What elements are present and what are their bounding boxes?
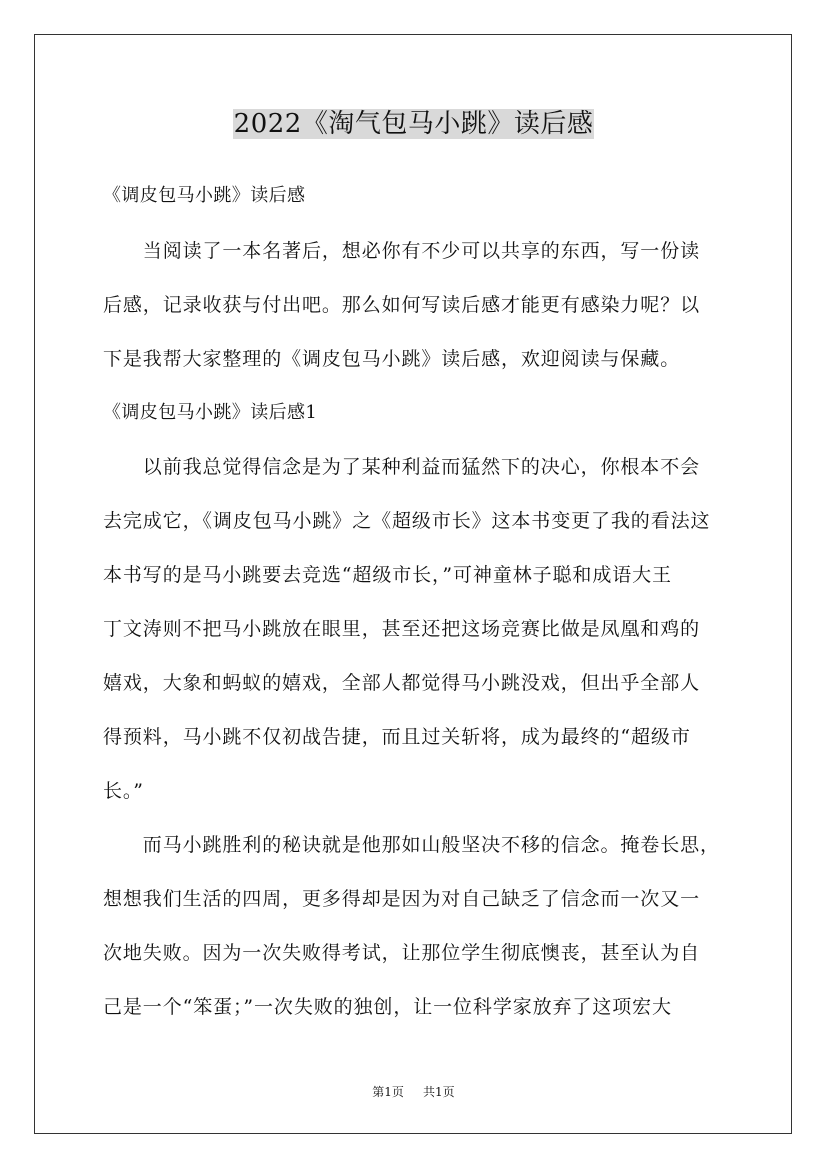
page-number: 第1页	[372, 1085, 404, 1099]
paragraph-line: 去完成它，《调皮包马小跳》之《超级市长》这本书变更了我的看法这	[103, 510, 711, 532]
paragraph-line: 己是一个“笨蛋；”一次失败的独创，让一位科学家放弃了这项宏大	[103, 996, 672, 1018]
paragraph-line: 次地失败。因为一次失败得考试，让那位学生彻底懊丧，甚至认为自	[103, 942, 701, 964]
paragraph-line: 而马小跳胜利的秘诀就是他那如山般坚决不移的信念。掩卷长思，	[103, 834, 720, 856]
paragraph-line: 以前我总觉得信念是为了某种利益而猛然下的决心，你根本不会	[103, 456, 701, 478]
paragraph-line: 想想我们生活的四周，更多得却是因为对自己缺乏了信念而一次又一	[103, 888, 701, 910]
paragraph-line: 得预料，马小跳不仅初战告捷，而且过关斩将，成为最终的“超级市	[103, 726, 691, 748]
paragraph-line: 当阅读了一本名著后，想必你有不少可以共享的东西，写一份读	[103, 240, 701, 262]
page-total: 共1页	[423, 1085, 455, 1099]
paragraph-line: 丁文涛则不把马小跳放在眼里，甚至还把这场竞赛比做是凤凰和鸡的	[103, 618, 701, 640]
document-title	[0, 104, 827, 144]
footer-spacer	[408, 1085, 419, 1099]
paragraph-line: 长。”	[103, 780, 144, 802]
paragraph-line: 嬉戏，大象和蚂蚁的嬉戏，全部人都觉得马小跳没戏，但出乎全部人	[103, 672, 701, 694]
document-title-text: 2022《淘气包马小跳》读后感	[233, 109, 594, 139]
subheading: 《调皮包马小跳》读后感1	[103, 402, 318, 423]
subheading: 《调皮包马小跳》读后感	[103, 185, 306, 206]
page-footer	[0, 1083, 827, 1100]
paragraph-line: 本书写的是马小跳要去竞选“超级市长，”可神童林子聪和成语大王	[103, 564, 672, 586]
paragraph-line: 后感，记录收获与付出吧。那么如何写读后感才能更有感染力呢？以	[103, 294, 701, 316]
paragraph-line: 下是我帮大家整理的《调皮包马小跳》读后感，欢迎阅读与保藏。	[103, 348, 681, 370]
